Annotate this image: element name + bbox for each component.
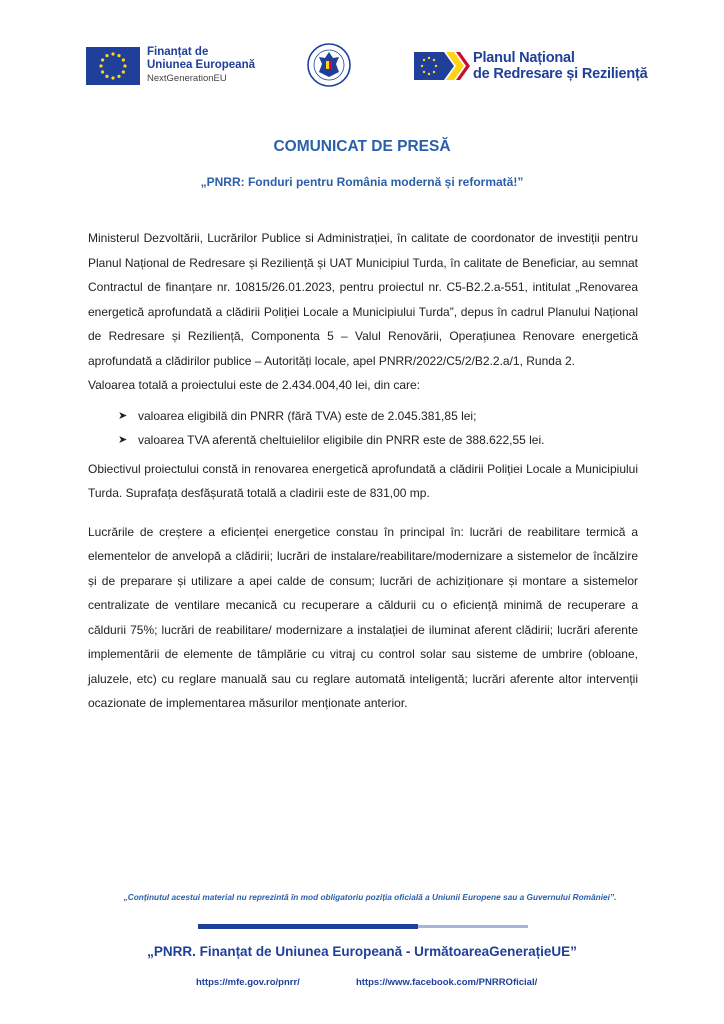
pnrr-logo-line1: Planul Național (473, 50, 575, 66)
value-breakdown-list (88, 404, 638, 453)
eu-star-icon (111, 76, 114, 79)
government-seal-icon (306, 42, 352, 88)
eu-star-icon (117, 74, 120, 77)
pnrr-logo (414, 48, 648, 84)
mfe-link[interactable]: https://mfe.gov.ro/pnrr/ (196, 977, 300, 988)
facebook-link[interactable]: https://www.facebook.com/PNRROficial/ (356, 977, 538, 988)
eu-star-icon (117, 54, 120, 57)
list-item (118, 428, 638, 453)
eu-logo-line3: NextGenerationEU (147, 73, 227, 84)
arrow-bullet-icon: ➤ (118, 434, 128, 446)
eu-flag-icon (86, 47, 140, 85)
eu-star-icon (122, 70, 125, 73)
eu-star-icon (105, 74, 108, 77)
page-subtitle: „PNRR: Fonduri pentru România modernă și reformată!” (200, 175, 524, 189)
eu-star-icon (122, 58, 125, 61)
document-header (0, 42, 724, 96)
eu-logo-line2: Uniunea Europeană (147, 59, 255, 71)
objective-paragraph: Obiectivul proiectului constă in renovarea energetică aprofundată a clădirii Poliției Locale a Municipiului Turda. Suprafața desfășurată totală a cladirii este de 831,00 mp. (88, 461, 638, 500)
eu-funding-logo (86, 46, 255, 85)
footer-divider (198, 924, 528, 929)
list-item (118, 404, 638, 429)
footer-slogan: „PNRR. Finanțat de Uniunea Europeană - UrmătoareaGenerațieUE” (147, 944, 577, 959)
eu-star-icon (105, 54, 108, 57)
pnrr-arrow-icon (414, 48, 470, 84)
eu-star-icon (111, 52, 114, 55)
list-item-text: valoarea TVA aferentă cheltuielilor eligibile din PNRR este de 388.622,55 lei. (138, 433, 545, 447)
page-title: COMUNICAT DE PRESĂ (273, 138, 451, 155)
footer-disclaimer: „Conținutul acestui material nu reprezintă în mod obligatoriu poziția oficială a Uniunii Europene sau a Guvernului României”. (123, 892, 617, 902)
total-value-paragraph: Valoarea totală a proiectului este de 2.434.004,40 lei, din care: (88, 378, 421, 392)
eu-star-icon (101, 70, 104, 73)
eu-star-icon (99, 64, 102, 67)
list-item-text: valoarea eligibilă din PNRR (fără TVA) este de 2.045.381,85 lei; (138, 408, 477, 423)
press-release-body (88, 226, 638, 716)
eu-star-icon (123, 64, 126, 67)
pnrr-logo-line2: de Redresare și Reziliență (473, 66, 648, 82)
arrow-bullet-icon: ➤ (118, 409, 128, 422)
eu-logo-line1: Finanțat de (147, 46, 209, 58)
works-paragraph: Lucrările de creștere a eficienței energetice constau în principal în: lucrări de reabilitare termică a elementelor de anvelopă a clădirii; lucrări de instalare/reabilitare/modernizare a sistemelor de încălzire și de preparare și utilizare a apei calde de consum; lucrări de achiziționare și montare a sistemelor centralizate de ventilare mecanică cu recuperare a căldurii cu o eficiență minimă de recuperare a căldurii 75%; lucrări de reabilitare/ modernizare a instalației de iluminat aferent clădirii; lucrări aferente implementării de elemente de tâmplărie cu vitraj cu control solar sau sisteme de umbrire (obloane, jaluzele, etc) cu reglare manuală sau cu reglare automată inteligentă; lucrări aferente altor intervenții ocazionate de implementarea măsurilor menționate anterior. (88, 524, 638, 710)
eu-star-icon (101, 58, 104, 61)
intro-paragraph: Ministerul Dezvoltării, Lucrărilor Publice si Administrației, în calitate de coordonator de investiții pentru Planul Național de Redresare și Reziliență și UAT Municipiul Turda, în calitate de Beneficiar, au semnat Contractul de finanțare nr. 10815/26.01.2023, pentru proiectul nr. C5-B2.2.a-551, intitulat „Renovarea energetică aprofundată a clădirii Poliției Locale a Municipiului Turda”, depus în cadrul Planului Național de Redresare și Reziliență, Componenta 5 – Valul Renovării, Operațiunea Renovare energetică aprofundată a clădirilor publice – Autorități locale, apel PNRR/2022/C5/2/B2.2.a/1, Runda 2. (88, 231, 638, 368)
